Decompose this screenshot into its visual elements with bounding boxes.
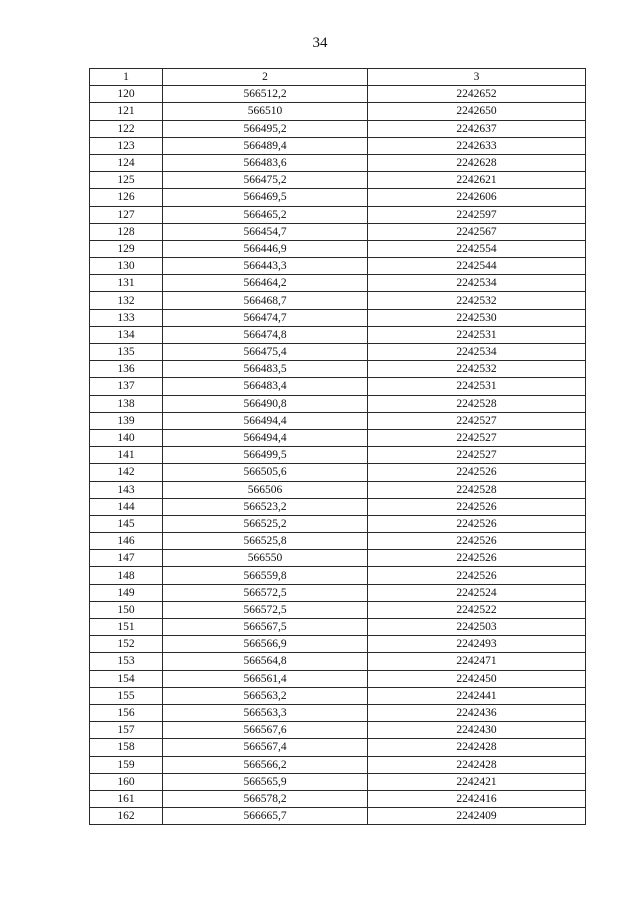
table-row xyxy=(90,550,586,567)
y-coordinate-cell: 2242421 xyxy=(368,773,586,790)
point-number-cell: 144 xyxy=(90,498,163,515)
x-coordinate-cell: 566506 xyxy=(163,481,368,498)
x-coordinate-cell: 566494,4 xyxy=(163,412,368,429)
y-coordinate-cell: 2242531 xyxy=(368,326,586,343)
y-coordinate-cell: 2242409 xyxy=(368,808,586,825)
table-row xyxy=(90,619,586,636)
table-row xyxy=(90,464,586,481)
x-coordinate-cell: 566567,6 xyxy=(163,722,368,739)
x-coordinate-cell: 566567,4 xyxy=(163,739,368,756)
point-number-cell: 120 xyxy=(90,86,163,103)
point-number-cell: 134 xyxy=(90,326,163,343)
x-coordinate-cell: 566572,5 xyxy=(163,584,368,601)
y-coordinate-cell: 2242554 xyxy=(368,240,586,257)
table-header-row xyxy=(90,69,586,86)
point-number-cell: 142 xyxy=(90,464,163,481)
point-number-cell: 125 xyxy=(90,172,163,189)
y-coordinate-cell: 2242416 xyxy=(368,790,586,807)
x-coordinate-cell: 566525,2 xyxy=(163,515,368,532)
table-row xyxy=(90,395,586,412)
table-row xyxy=(90,309,586,326)
point-number-cell: 143 xyxy=(90,481,163,498)
table-row xyxy=(90,189,586,206)
x-coordinate-cell: 566454,7 xyxy=(163,223,368,240)
point-number-cell: 157 xyxy=(90,722,163,739)
table-row xyxy=(90,412,586,429)
table-row xyxy=(90,636,586,653)
table-row xyxy=(90,653,586,670)
x-coordinate-cell: 566483,4 xyxy=(163,378,368,395)
column-header-3: 3 xyxy=(368,69,586,86)
point-number-cell: 149 xyxy=(90,584,163,601)
table-row xyxy=(90,808,586,825)
point-number-cell: 124 xyxy=(90,154,163,171)
y-coordinate-cell: 2242450 xyxy=(368,670,586,687)
point-number-cell: 121 xyxy=(90,103,163,120)
x-coordinate-cell: 566578,2 xyxy=(163,790,368,807)
point-number-cell: 131 xyxy=(90,275,163,292)
y-coordinate-cell: 2242652 xyxy=(368,86,586,103)
x-coordinate-cell: 566499,5 xyxy=(163,447,368,464)
y-coordinate-cell: 2242527 xyxy=(368,447,586,464)
y-coordinate-cell: 2242544 xyxy=(368,258,586,275)
x-coordinate-cell: 566443,3 xyxy=(163,258,368,275)
table-row xyxy=(90,344,586,361)
y-coordinate-cell: 2242430 xyxy=(368,722,586,739)
y-coordinate-cell: 2242621 xyxy=(368,172,586,189)
x-coordinate-cell: 566464,2 xyxy=(163,275,368,292)
y-coordinate-cell: 2242428 xyxy=(368,739,586,756)
point-number-cell: 150 xyxy=(90,601,163,618)
y-coordinate-cell: 2242526 xyxy=(368,515,586,532)
table-row xyxy=(90,584,586,601)
y-coordinate-cell: 2242436 xyxy=(368,704,586,721)
point-number-cell: 160 xyxy=(90,773,163,790)
point-number-cell: 133 xyxy=(90,309,163,326)
y-coordinate-cell: 2242650 xyxy=(368,103,586,120)
table-row xyxy=(90,704,586,721)
x-coordinate-cell: 566565,9 xyxy=(163,773,368,790)
x-coordinate-cell: 566475,4 xyxy=(163,344,368,361)
y-coordinate-cell: 2242441 xyxy=(368,687,586,704)
y-coordinate-cell: 2242528 xyxy=(368,395,586,412)
y-coordinate-cell: 2242637 xyxy=(368,120,586,137)
table-row xyxy=(90,378,586,395)
x-coordinate-cell: 566474,7 xyxy=(163,309,368,326)
table-row xyxy=(90,739,586,756)
y-coordinate-cell: 2242531 xyxy=(368,378,586,395)
x-coordinate-cell: 566474,8 xyxy=(163,326,368,343)
table-row xyxy=(90,498,586,515)
x-coordinate-cell: 566561,4 xyxy=(163,670,368,687)
y-coordinate-cell: 2242527 xyxy=(368,429,586,446)
point-number-cell: 153 xyxy=(90,653,163,670)
y-coordinate-cell: 2242528 xyxy=(368,481,586,498)
table-row xyxy=(90,154,586,171)
table-row xyxy=(90,515,586,532)
table-row xyxy=(90,533,586,550)
y-coordinate-cell: 2242532 xyxy=(368,292,586,309)
y-coordinate-cell: 2242534 xyxy=(368,275,586,292)
x-coordinate-cell: 566563,2 xyxy=(163,687,368,704)
y-coordinate-cell: 2242526 xyxy=(368,533,586,550)
point-number-cell: 147 xyxy=(90,550,163,567)
point-number-cell: 156 xyxy=(90,704,163,721)
coordinates-table xyxy=(89,68,586,825)
x-coordinate-cell: 566495,2 xyxy=(163,120,368,137)
y-coordinate-cell: 2242471 xyxy=(368,653,586,670)
y-coordinate-cell: 2242493 xyxy=(368,636,586,653)
y-coordinate-cell: 2242526 xyxy=(368,550,586,567)
y-coordinate-cell: 2242628 xyxy=(368,154,586,171)
y-coordinate-cell: 2242428 xyxy=(368,756,586,773)
y-coordinate-cell: 2242606 xyxy=(368,189,586,206)
x-coordinate-cell: 566525,8 xyxy=(163,533,368,550)
table-row xyxy=(90,361,586,378)
table-row xyxy=(90,790,586,807)
point-number-cell: 154 xyxy=(90,670,163,687)
point-number-cell: 146 xyxy=(90,533,163,550)
x-coordinate-cell: 566559,8 xyxy=(163,567,368,584)
x-coordinate-cell: 566475,2 xyxy=(163,172,368,189)
table-row xyxy=(90,773,586,790)
x-coordinate-cell: 566465,2 xyxy=(163,206,368,223)
point-number-cell: 130 xyxy=(90,258,163,275)
point-number-cell: 158 xyxy=(90,739,163,756)
y-coordinate-cell: 2242526 xyxy=(368,567,586,584)
y-coordinate-cell: 2242526 xyxy=(368,464,586,481)
y-coordinate-cell: 2242532 xyxy=(368,361,586,378)
point-number-cell: 139 xyxy=(90,412,163,429)
table-row xyxy=(90,120,586,137)
y-coordinate-cell: 2242503 xyxy=(368,619,586,636)
table-row xyxy=(90,429,586,446)
y-coordinate-cell: 2242597 xyxy=(368,206,586,223)
y-coordinate-cell: 2242567 xyxy=(368,223,586,240)
x-coordinate-cell: 566564,8 xyxy=(163,653,368,670)
column-header-2: 2 xyxy=(163,69,368,86)
y-coordinate-cell: 2242524 xyxy=(368,584,586,601)
x-coordinate-cell: 566483,5 xyxy=(163,361,368,378)
table-row xyxy=(90,223,586,240)
x-coordinate-cell: 566550 xyxy=(163,550,368,567)
point-number-cell: 126 xyxy=(90,189,163,206)
point-number-cell: 132 xyxy=(90,292,163,309)
point-number-cell: 162 xyxy=(90,808,163,825)
x-coordinate-cell: 566510 xyxy=(163,103,368,120)
point-number-cell: 127 xyxy=(90,206,163,223)
x-coordinate-cell: 566512,2 xyxy=(163,86,368,103)
point-number-cell: 145 xyxy=(90,515,163,532)
x-coordinate-cell: 566483,6 xyxy=(163,154,368,171)
y-coordinate-cell: 2242522 xyxy=(368,601,586,618)
table-row xyxy=(90,292,586,309)
table-row xyxy=(90,687,586,704)
table-row xyxy=(90,206,586,223)
point-number-cell: 155 xyxy=(90,687,163,704)
x-coordinate-cell: 566446,9 xyxy=(163,240,368,257)
table-row xyxy=(90,326,586,343)
y-coordinate-cell: 2242534 xyxy=(368,344,586,361)
point-number-cell: 138 xyxy=(90,395,163,412)
x-coordinate-cell: 566505,6 xyxy=(163,464,368,481)
point-number-cell: 148 xyxy=(90,567,163,584)
table-row xyxy=(90,86,586,103)
point-number-cell: 129 xyxy=(90,240,163,257)
table-row xyxy=(90,481,586,498)
y-coordinate-cell: 2242527 xyxy=(368,412,586,429)
y-coordinate-cell: 2242526 xyxy=(368,498,586,515)
table-row xyxy=(90,258,586,275)
y-coordinate-cell: 2242633 xyxy=(368,137,586,154)
table-row xyxy=(90,275,586,292)
y-coordinate-cell: 2242530 xyxy=(368,309,586,326)
point-number-cell: 136 xyxy=(90,361,163,378)
table-row xyxy=(90,103,586,120)
point-number-cell: 151 xyxy=(90,619,163,636)
x-coordinate-cell: 566490,8 xyxy=(163,395,368,412)
table-row xyxy=(90,240,586,257)
point-number-cell: 152 xyxy=(90,636,163,653)
x-coordinate-cell: 566489,4 xyxy=(163,137,368,154)
column-header-1: 1 xyxy=(90,69,163,86)
x-coordinate-cell: 566494,4 xyxy=(163,429,368,446)
table-row xyxy=(90,722,586,739)
x-coordinate-cell: 566523,2 xyxy=(163,498,368,515)
point-number-cell: 159 xyxy=(90,756,163,773)
point-number-cell: 137 xyxy=(90,378,163,395)
point-number-cell: 123 xyxy=(90,137,163,154)
table-row xyxy=(90,447,586,464)
x-coordinate-cell: 566566,9 xyxy=(163,636,368,653)
point-number-cell: 122 xyxy=(90,120,163,137)
table-body xyxy=(90,86,586,825)
x-coordinate-cell: 566469,5 xyxy=(163,189,368,206)
table-row xyxy=(90,137,586,154)
x-coordinate-cell: 566567,5 xyxy=(163,619,368,636)
table-row xyxy=(90,756,586,773)
point-number-cell: 140 xyxy=(90,429,163,446)
point-number-cell: 128 xyxy=(90,223,163,240)
table-row xyxy=(90,172,586,189)
page-number: 34 xyxy=(312,35,328,51)
point-number-cell: 161 xyxy=(90,790,163,807)
table-row xyxy=(90,670,586,687)
x-coordinate-cell: 566566,2 xyxy=(163,756,368,773)
x-coordinate-cell: 566572,5 xyxy=(163,601,368,618)
x-coordinate-cell: 566468,7 xyxy=(163,292,368,309)
table-row xyxy=(90,601,586,618)
x-coordinate-cell: 566563,3 xyxy=(163,704,368,721)
table-row xyxy=(90,567,586,584)
point-number-cell: 135 xyxy=(90,344,163,361)
x-coordinate-cell: 566665,7 xyxy=(163,808,368,825)
point-number-cell: 141 xyxy=(90,447,163,464)
